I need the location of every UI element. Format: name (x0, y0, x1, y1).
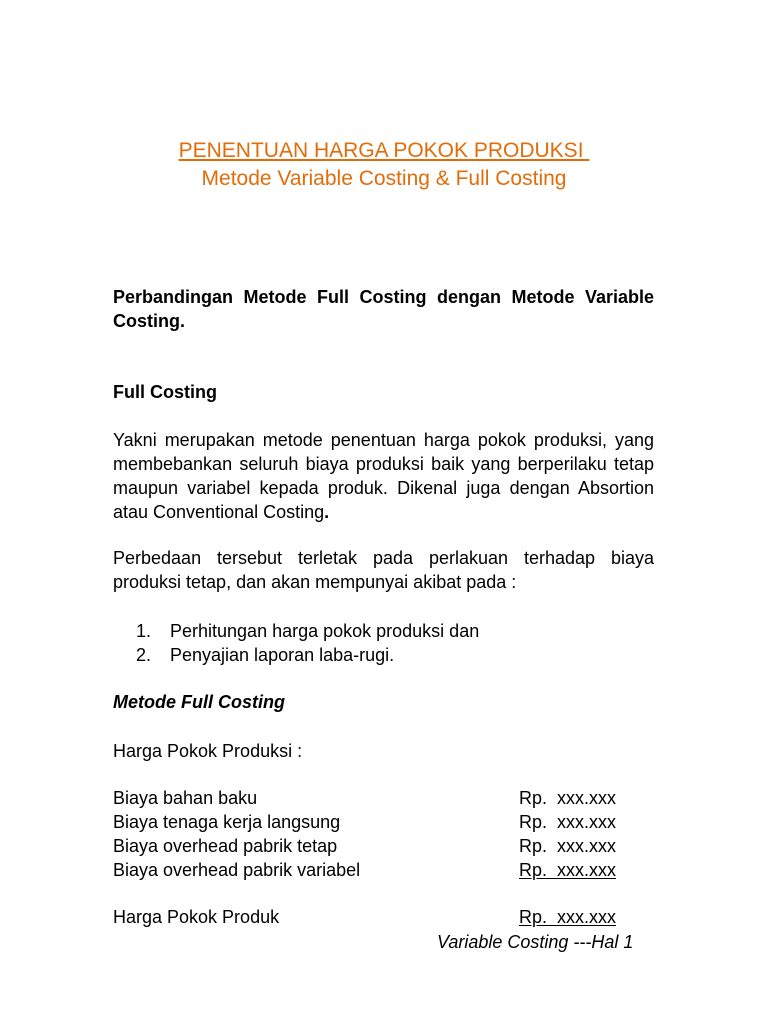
table-row (113, 858, 653, 882)
table-row (113, 834, 653, 858)
difference-paragraph: Perbedaan tersebut terletak pada perlakuan terhadap biaya produksi tetap, dan akan mempunyai akibat pada : (113, 548, 654, 592)
cost-label: Biaya tenaga kerja langsung (113, 812, 341, 832)
table-row (113, 786, 653, 810)
cost-value: Rp. xxx.xxx (519, 812, 617, 832)
page-footer: Variable Costing ---Hal 1 (437, 932, 634, 952)
list-item-text: Penyajian laporan laba-rugi. (170, 645, 395, 665)
cost-value: Rp. xxx.xxx (519, 836, 617, 856)
cost-table (113, 786, 653, 882)
full-costing-paragraph-end: . (324, 502, 330, 522)
total-label: Harga Pokok Produk (113, 907, 280, 927)
effects-list (136, 619, 479, 667)
list-item-number: 1. (136, 621, 152, 641)
full-costing-paragraph-text: Yakni merupakan metode penentuan harga pokok produksi, yang membebankan seluruh biaya produksi baik yang berperilaku tetap maupun variabel kepada produk. Dikenal juga dengan Absortion atau Conventional Costing (113, 430, 654, 522)
total-value: Rp. xxx.xxx (519, 907, 617, 927)
table-row (113, 905, 653, 929)
document-title: PENENTUAN HARGA POKOK PRODUKSI (178, 139, 590, 162)
full-costing-paragraph (113, 428, 654, 524)
list-item (136, 619, 479, 643)
hpp-label: Harga Pokok Produksi : (113, 741, 303, 761)
cost-value: Rp. xxx.xxx (519, 788, 617, 808)
list-item (136, 643, 479, 667)
cost-label: Biaya overhead pabrik variabel (113, 860, 361, 880)
cost-label: Biaya overhead pabrik tetap (113, 836, 338, 856)
full-costing-heading: Full Costing (113, 382, 217, 402)
table-row (113, 810, 653, 834)
cost-value: Rp. xxx.xxx (519, 860, 617, 880)
list-item-text: Perhitungan harga pokok produksi dan (170, 621, 480, 641)
method-heading: Metode Full Costing (113, 692, 285, 712)
document-subtitle: Metode Variable Costing & Full Costing (201, 167, 567, 190)
comparison-heading: Perbandingan Metode Full Costing dengan Metode Variable Costing. (113, 287, 654, 331)
list-item-number: 2. (136, 645, 152, 665)
total-row (113, 905, 653, 929)
cost-label: Biaya bahan baku (113, 788, 258, 808)
